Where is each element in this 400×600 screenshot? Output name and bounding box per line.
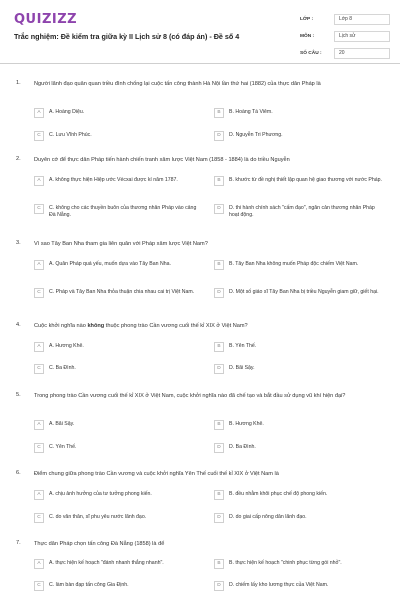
option-b[interactable] [214, 490, 386, 500]
option-text: A. không thực hiện Hiệp ước Vécxai được kí năm 1787. [49, 177, 178, 183]
option-letter: D [214, 204, 224, 214]
question-number: 7. [16, 540, 21, 546]
option-letter: D [214, 364, 224, 374]
option-letter: A [34, 176, 44, 186]
option-a[interactable] [34, 260, 202, 270]
option-text: D. do giai cấp nông dân lãnh đạo. [229, 514, 307, 520]
quizizz-logo: QUIZIZZ [14, 12, 78, 27]
option-text: B. Tây Ban Nha không muốn Pháp độc chiếm Việt Nam. [229, 261, 359, 267]
option-text: A. Quân Pháp quá yếu, muốn dựa vào Tây Ban Nha. [49, 261, 171, 267]
option-c[interactable] [34, 288, 202, 298]
option-letter: D [214, 581, 224, 591]
question-text-start: Cuộc khởi nghĩa nào [34, 323, 88, 329]
option-letter: C [34, 131, 44, 141]
option-text: C. Ba Đình. [49, 365, 76, 371]
option-b[interactable] [214, 420, 386, 430]
question-text-end: thuộc phong trào Cần vương cuối thế kỉ XIX ở Việt Nam? [104, 323, 248, 329]
option-b[interactable] [214, 342, 386, 352]
worksheet-meta [300, 12, 390, 63]
option-d[interactable] [214, 288, 386, 298]
option-a[interactable] [34, 108, 202, 118]
question-text: Người lãnh đạo quân quan triều đình chống lại cuộc tấn công thành Hà Nội lần thứ hai (1882) của thực dân Pháp là [34, 81, 321, 87]
option-text: A. Hương Khê. [49, 343, 84, 349]
option-text: B. thực hiện kế hoạch "chinh phục từng gói nhỏ". [229, 560, 342, 566]
option-letter: B [214, 559, 224, 569]
option-letter: C [34, 288, 44, 298]
option-letter: A [34, 559, 44, 569]
option-text: D. Nguyễn Tri Phương. [229, 132, 283, 138]
option-d[interactable] [214, 204, 386, 219]
question-text: Điểm chung giữa phong trào Cần vương và cuộc khởi nghĩa Yên Thế cuối thế kỉ XIX ở Việt Nam là [34, 471, 279, 477]
option-text: B. Hoàng Tá Viêm. [229, 109, 273, 115]
option-text: A. thực hiện kế hoạch "đánh nhanh thắng nhanh". [49, 560, 164, 566]
option-text: D. Một số giáo sĩ Tây Ban Nha bị triều Nguyễn giam giữ, giết hại. [229, 289, 379, 295]
option-text: C. Yên Thế. [49, 444, 77, 450]
option-a[interactable] [34, 342, 202, 352]
meta-label: SỐ CÂU : [300, 51, 322, 56]
option-letter: B [214, 490, 224, 500]
option-c[interactable] [34, 204, 202, 219]
question-number: 3. [16, 240, 21, 246]
option-text: B. Hương Khê. [229, 421, 264, 427]
option-d[interactable] [214, 443, 386, 453]
option-c[interactable] [34, 581, 202, 591]
option-a[interactable] [34, 490, 202, 500]
question-text-emphasis: không [87, 323, 105, 329]
option-d[interactable] [214, 513, 386, 523]
option-letter: D [214, 443, 224, 453]
meta-label: MÔN : [300, 34, 315, 39]
meta-label: LỚP : [300, 17, 314, 22]
option-b[interactable] [214, 176, 386, 186]
option-a[interactable] [34, 176, 202, 186]
option-text: A. Bãi Sậy. [49, 421, 75, 427]
question-text: Thực dân Pháp chọn tấn công Đà Nẵng (1858) là để [34, 541, 165, 547]
question-number: 2. [16, 156, 21, 162]
meta-value: Lịch sử [334, 31, 390, 42]
option-d[interactable] [214, 581, 386, 591]
question-number: 6. [16, 470, 21, 476]
worksheet-title: Trắc nghiệm: Đề kiểm tra giữa kỳ II Lịch sử 8 (có đáp án) - Đề số 4 [14, 32, 240, 41]
meta-row-subject [300, 29, 390, 44]
option-letter: C [34, 364, 44, 374]
option-text: A. Hoàng Diệu. [49, 109, 85, 115]
option-text: D. Ba Đình. [229, 444, 256, 450]
option-text: C. làm bàn đạp tấn công Gia Định. [49, 582, 129, 588]
option-letter: A [34, 342, 44, 352]
option-letter: C [34, 443, 44, 453]
option-text: C. không cho các thuyền buôn của thương nhân Pháp vào cảng Đà Nẵng. [49, 205, 197, 218]
option-letter: B [214, 260, 224, 270]
option-text: C. Lưu Vĩnh Phúc. [49, 132, 92, 138]
option-text: D. thi hành chính sách "cấm đạo", ngăn cản thương nhân Pháp hoạt động. [229, 205, 375, 218]
option-b[interactable] [214, 559, 386, 569]
meta-row-class [300, 12, 390, 27]
option-c[interactable] [34, 364, 202, 374]
option-c[interactable] [34, 443, 202, 453]
option-letter: D [214, 288, 224, 298]
meta-row-count [300, 46, 390, 61]
option-letter: D [214, 513, 224, 523]
option-letter: C [34, 204, 44, 214]
option-a[interactable] [34, 420, 202, 430]
question-text: Duyên cớ để thực dân Pháp tiến hành chiến tranh xâm lược Việt Nam (1858 - 1884) là do triều Nguyễn [34, 157, 290, 163]
question-text [34, 322, 384, 330]
option-d[interactable] [214, 131, 386, 141]
option-letter: B [214, 108, 224, 118]
option-text: D. chiếm lấy kho lương thực của Việt Nam. [229, 582, 329, 588]
option-c[interactable] [34, 513, 202, 523]
option-letter: C [34, 513, 44, 523]
option-text: B. Yên Thế. [229, 343, 257, 349]
option-letter: A [34, 490, 44, 500]
worksheet-header [0, 0, 400, 64]
option-b[interactable] [214, 108, 386, 118]
option-text: A. chịu ảnh hưởng của tư tưởng phong kiến. [49, 491, 152, 497]
option-letter: A [34, 108, 44, 118]
option-letter: B [214, 342, 224, 352]
meta-value: 20 [334, 48, 390, 59]
option-letter: C [34, 581, 44, 591]
option-d[interactable] [214, 364, 386, 374]
question-number: 1. [16, 80, 21, 86]
option-text: D. Bãi Sậy. [229, 365, 255, 371]
option-b[interactable] [214, 260, 386, 270]
option-letter: A [34, 420, 44, 430]
question-text: Trong phong trào Cần vương cuối thế kỉ XIX ở Việt Nam, cuộc khởi nghĩa nào đã chế tạo và bắt đầu sử dụng vũ khí hiện đại? [34, 393, 346, 399]
option-letter: B [214, 420, 224, 430]
option-text: B. đều nhằm khôi phục chế độ phong kiến. [229, 491, 328, 497]
option-letter: D [214, 131, 224, 141]
option-c[interactable] [34, 131, 202, 141]
option-text: C. Pháp và Tây Ban Nha thỏa thuận chia nhau cai trị Việt Nam. [49, 289, 195, 295]
question-text: Vì sao Tây Ban Nha tham gia liên quân với Pháp xâm lược Việt Nam? [34, 241, 208, 247]
question-number: 4. [16, 322, 21, 328]
option-a[interactable] [34, 559, 202, 569]
option-text: C. do văn thân, sĩ phu yêu nước lãnh đạo. [49, 514, 147, 520]
meta-value: Lớp 8 [334, 14, 390, 25]
option-letter: B [214, 176, 224, 186]
option-letter: A [34, 260, 44, 270]
question-number: 5. [16, 392, 21, 398]
option-text: B. khước từ đề nghị thiết lập quan hệ giao thương với nước Pháp. [229, 177, 382, 183]
